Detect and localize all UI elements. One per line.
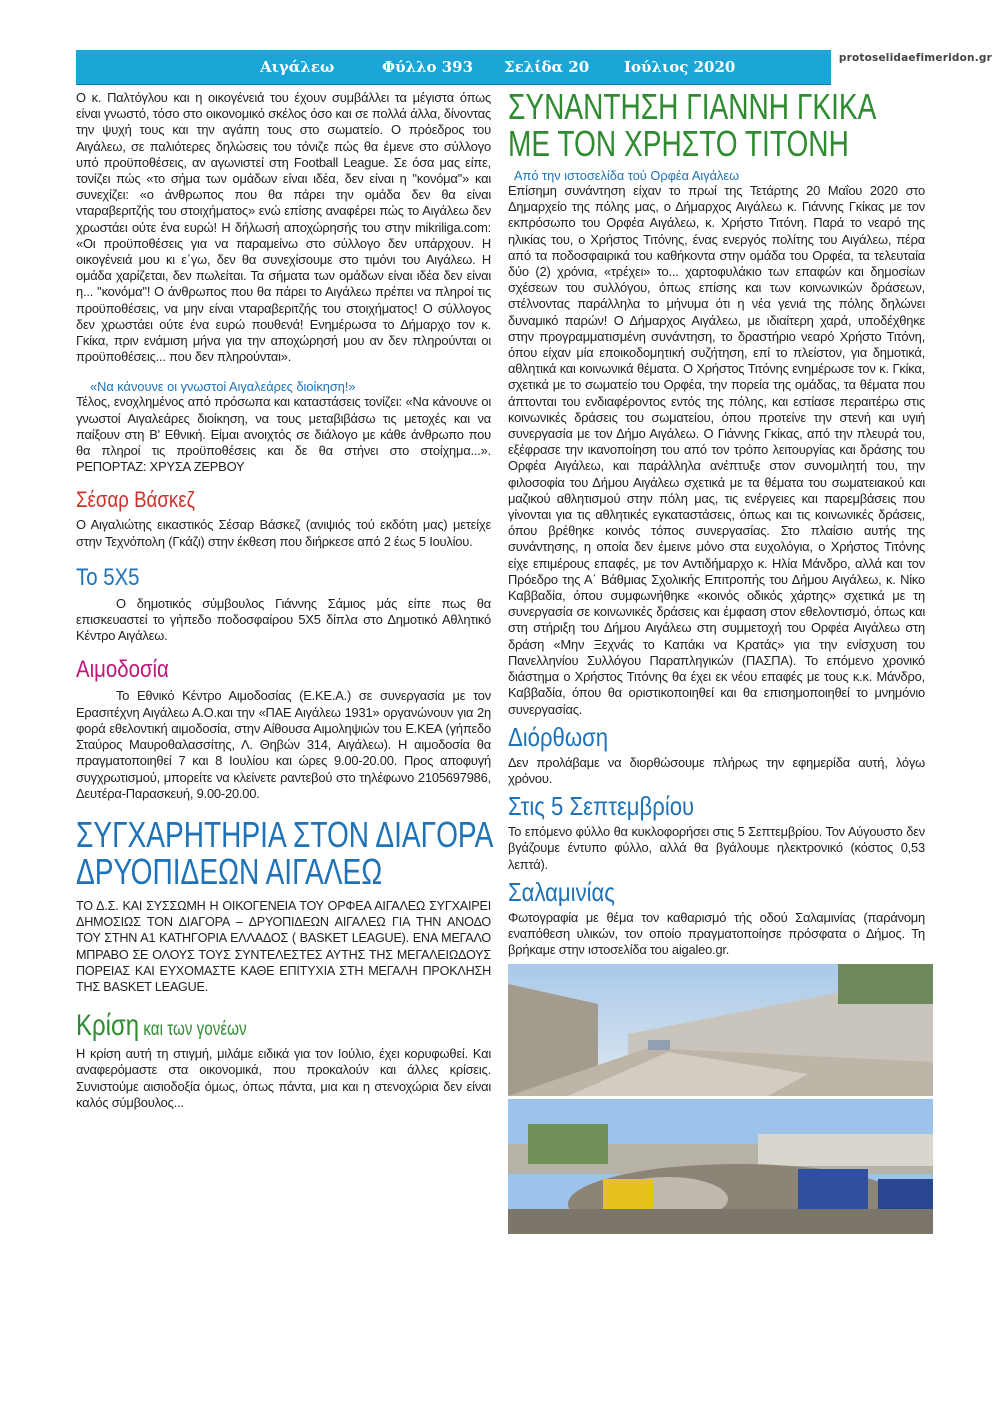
- heading-meeting-line1: ΣΥΝΑΝΤΗΣΗ ΓΙΑΝΝΗ ΓΚΙΚΑ: [508, 86, 877, 127]
- site-watermark: protoselidaefimeridon.gr: [838, 52, 992, 64]
- article-blood-donation: Το Εθνικό Κέντρο Αιμοδοσίας (Ε.ΚΕ.Α.) σε συνεργασία με τον Ερασιτέχνη Αιγάλεω Α.Ο.και την «ΠΑΕ Αιγάλεω 1931» οργανώνουν για 2η φορά εθελοντική αιμοδοσία, στην Αίθουσα Αιμοληψιών του Ε.ΚΕΑ (γήπεδο Σταύρος Μαυροθαλασσίτης, Λ. Θηβών 314, Αιγάλεω). Η αιμοδοσία θα πραγματοποιηθεί 7 και 8 Ιουλίου και ώρες 9.00-20.00. Προς αποφυγή συγχρωτισμού, μπορείτε να κλείνετε ραντεβού στο τηλέφωνο 2105697986, Δευτέρα-Παρασκευή, 9.00-20.00.: [76, 688, 491, 801]
- heading-congrats: [76, 813, 494, 892]
- heading-september: Στις 5 Σεπτεμβρίου: [508, 791, 695, 822]
- article-salaminias: Φωτογραφία με θέμα τον καθαρισμό τής οδού Σαλαμινίας (παράνομη εναπόθεση υλικών, τον οποίο πραγματοποίησε πρόσφατα ο Δήμος. Τη βρήκαμε στην ιστοσελίδα του aigaleo.gr.: [508, 909, 925, 958]
- heading-meeting-line2: ΜΕ ΤΟΝ ΧΡΗΣΤΟ ΤΙΤΟΝΗ: [508, 123, 849, 164]
- article-5x5: Ο δημοτικός σύμβουλος Γιάννης Σάμιος μάς είπε πως θα επισκευαστεί το γήπεδο ποδοσφαίρου 5Χ5 δίπλα στο Δημοτικό Αθλητικό Κέντρο Αιγάλεω.: [76, 595, 491, 644]
- left-column: [76, 90, 494, 1111]
- article-congrats: ΤΟ Δ.Σ. ΚΑΙ ΣΥΣΣΩΜΗ Η ΟΙΚΟΓΕΝΕΙΑ ΤΟΥ ΟΡΦΕΑ ΑΙΓΑΛΕΩ ΣΥΓΧΑΙΡΕΙ ΔΗΜΟΣΙΩΣ ΤΟΝ ΔΙΑΓΟΡΑ – ΔΡΥΟΠΙΔΕΩΝ ΑΙΓΑΛΕΩ ΓΙΑ ΤΗΝ ΑΝΟΔΟ ΤΟΥ ΣΤΗΝ Α1 ΚΑΤΗΓΟΡΙΑ ΕΛΛΑΔΟΣ ( BASKET LEAGUE). ΕΝΑ ΜΕΓΑΛΟ ΜΠΡΑΒΟ ΣΕ ΟΛΟΥΣ ΤΟΥΣ ΣΥΝΤΕΛΕΣΤΕΣ ΑΥΤΗΣ ΤΗΣ ΜΕΓΑΛΕΙΩΔΟΥΣ ΠΟΡΕΙΑΣ ΚΑΙ ΕΥΧΟΜΑΣΤΕ ΚΑΘΕ ΕΠΙΤΥΧΙΑ ΣΤΗ ΜΕΓΑΛΗ ΠΡΟΚΛΗΣΗ ΤΗΣ BASKET LEAGUE.: [76, 898, 491, 994]
- article-correction: Δεν προλάβαμε να διορθώσουμε πλήρως την εφημερίδα αυτή, λόγω χρόνου.: [508, 754, 925, 786]
- header-date: Ιούλιος 2020: [624, 58, 736, 76]
- heading-crisis: [76, 1009, 408, 1043]
- header-city: Αιγάλεω: [260, 58, 335, 76]
- article-paltoglou: Ο κ. Παλτόγλου και η οικογένειά του έχουν συμβάλλει τα μέγιστα όπως είναι γνωστό, τόσο στο οικονομικό σκέλος όσο και σε πολλά άλλα, δίνοντας την ψυχή τους και την αγάπη τους στο σωματείο. Ο πρόεδρος του Αιγάλεω, σε παλιότερες δηλώσεις του τόνιζε πώς θα έμενε στο σύλλογο υπό προϋποθέσεις, αν αγωνιστεί στη Football League. Σε όσα μας είπε, τονίζει πώς «το σήμα των ομάδων είναι ιδέα, δεν είναι η ''κονόμα''» και συνεχίζει: «ο άνθρωπος που θα πάρει την ομάδα δεν θα είναι νταραβεριτζής του στοιχήματος» ενώ επίσης αναφέρει πώς το Αιγάλεω δεν χρωστάει ούτε ένα ευρώ! Η δήλωσή αποχώρησής του στην mikriliga.com: «Οι προϋποθέσεις για να παραμείνω στο σύλλογο δεν υπάρχουν. Η οικογένειά μου κι ε΄γω, δεν θα συνεχίσουμε στο τιμόνι του Αιγάλεω. Η ομάδα χαρίζεται, δεν πωλείται. Τα σήματα των ομάδων είναι ιδέα δεν είναι η... ''κονόμα''! Ο άνθρωπος που θα πάρει το Αιγάλεω πρέπει να πληροί τις προϋποθέσεις, να μην είναι νταραβεριτζής του στοιχήματος! Ο σύλλογος δεν χρωστάει ούτε ένα ευρώ πουθενά! Ενημέρωσα το Δήμαρχο τον κ. Γκίκα, πριν ενάμιση μήνα για την αποχώρησή μου αν δεν πληρούνται οι προϋποθέσεις... που δεν πληρούνται».: [76, 90, 491, 365]
- article-cesar: Ο Αιγαλιώτης εικαστικός Σέσαρ Βάσκεζ (ανιψιός τού εκδότη μας) μετείχε στην Τεχνόπολη (Γκάζι) στην έκθεση που διήρκεσε από 2 έως 5 Ιουλίου.: [76, 517, 491, 549]
- article-crisis: Η κρίση αυτή τη στιγμή, μιλάμε ειδικά για τον Ιούλιο, έχει κορυφωθεί. Και αναφερόμαστε στα οικονομικά, που προκαλούν και άλλες κρίσεις. Συνιστούμε αισιοδοξία όμως, όπως πάντα, μια και η στενοχώρια δεν είναι καλός σύμβουλος...: [76, 1046, 491, 1110]
- header-page: Σελίδα 20: [504, 58, 590, 76]
- article-meeting: Επίσημη συνάντηση είχαν το πρωί της Τετάρτης 20 Μαΐου 2020 στο Δημαρχείο της πόλης μας, ο Δήμαρχος Αιγάλεω κ. Γιάννης Γκίκας με τον εκπρόσωπο του Ορφέα Αιγάλεω, κ. Χρήστο Τιτόνη. Παρά το νεαρό της ηλικίας του, ο Χρήστος Τιτόνης, ένας ενεργός πολίτης του Αιγάλεω, πέρα από τα ποδοσφαιρικά του καθήκοντα στην ομάδα του Ορφέα, τα τελευταία δύο (2) χρόνια, «τρέχει» το... χαρτοφυλάκιο των επαφών και δημοσίων σχέσεων του συλλόγου, όπως επίσης και των κοινωνικών δράσεων, στέλνοντας παράλληλα το μήνυμα ότι η νέα γενιά της πόλης δηλώνει δυναμικό παρών! Ο Δήμαρχος Αιγάλεω, με ιδιαίτερη χαρά, υποδέχθηκε στην προγραμματισμένη συνάντηση, το δραστήριο νεαρό Χρήστο Τιτόνη, όπου είχαν μία εποικοδομητική συζήτηση, επί το πλείστον, για δημοτικά, αθλητικά και κοινωνικά θέματα. Ο Χρήστος Τιτόνης ενημέρωσε τον κ. Γκίκα, σχετικά με το σωματείο του Ορφέα, την πορεία της ομάδας, τα θέματα που άπτονται του ενδιαφέροντος εντός της πόλης, και εστίασε περαιτέρω στις κοινωνικές δράσεις του σωματείου, όπου προτείνε την στενή και υγιή συνεργασία με τον Δήμο Αιγάλεω. Ο Γιάννης Γκίκας, από την πλευρά του, εξέφρασε την ικανοποίηση του από τον τρόπο λειτουργίας και δράσης του Ορφέα Αιγάλεω, και παράλληλα ανέπτυξε στον συνομιλητή του, την φιλοσοφία του Δήμου Αιγάλεω σχετικά με τα θέματα του σωματειακού και μαζικού αθλητισμού στην πόλη μας, τις ενέργειες και παρεμβάσεις που γίνονται για τις αθλητικές εγκαταστάσεις, όπως και τις κοινωνικές δράσεις, όπου βρέθηκε κοινός τόπος συνεργασίας. Στο πλαίσιο αυτής της συνάντησης, η οποία δεν έμεινε μόνο στα ευχολόγια, ο Χρήστος Τιτόνης είχε επιμέρους επαφές, με τον Αντιδήμαρχο κ. Ηλία Μάνδρο, αλλά και τον Πρόεδρο της Α΄ Βάθμιας Σχολικής Επιτροπής του Δήμου Αιγάλεω, κ. Νίκο Καββαδία, όπου συμφωνήθηκε «κοινός οδικός χάρτης» σχετικά με τη συνεργασία σε κοινωνικές δράσεις και έμφαση στον εθελοντισμό, όπως και στη στήριξη του Δήμου Αιγάλεω στη συμμετοχή του Ορφέα Αιγάλεω στη δράση «Μην Ξεχνάς το Καπάκι να Κρατάς» για την ενίσχυση του Πανελληνίου Συλλόγου Παραπληγικών (ΠΑΣΠΑ). Το επόμενο χρονικό διάστημα ο Χρήστος Τιτόνης θα έχει εκ νέου επαφές με τους κ.κ. Μάνδρο, Καββαδία, όπου θα οριστικοποιηθεί και θα επισημοποιηθεί το μνημόνιο συνεργασίας.: [508, 183, 925, 717]
- heading-5x5: Το 5Χ5: [76, 563, 140, 591]
- right-column: [508, 88, 925, 1234]
- article-paltoglou-end: Τέλος, ενοχλημένος από πρόσωπα και καταστάσεις τονίζει: «Να κάνουνε οι γνωστοί Αιγαλεάρες διοίκηση, να τους μεταβιβάσω τις μετοχές και να παίξουν στη Β' Εθνική. Είμαι ανοιχτός σε διάλογο με κάθε άνθρωπο που θα πληροί τις προϋποθέσεις και δε θα στήνει στο στοίχημα...». ΡΕΠΟΡΤΑΖ: ΧΡΥΣΑ ΖΕΡΒΟΥ: [76, 394, 491, 475]
- header-issue: Φύλλο 393: [382, 58, 474, 76]
- heading-blood-donation: Αιμοδοσία: [76, 656, 169, 684]
- article-september: Το επόμενο φύλλο θα κυκλοφορήσει στις 5 Σεπτεμβρίου. Τον Αύγουστο δεν βγάζουμε έντυπο φύλλο, αλλά θα βγάλουμε ηλεκτρονικό (κόστος 0,53 λεπτά).: [508, 824, 925, 872]
- salaminias-photo-illustration: [508, 964, 933, 1234]
- page-header-bar: [76, 50, 831, 85]
- heading-congrats-line2: ΔΡΥΟΠΙΔΕΩΝ ΑΙΓΑΛΕΩ: [76, 850, 383, 892]
- source-caption: Από την ιστοσελίδα τού Ορφέα Αιγάλεω: [514, 168, 740, 183]
- salaminias-street-photo: [508, 964, 933, 1234]
- heading-crisis-big: Κρίση: [76, 1009, 140, 1043]
- heading-crisis-small: και των γονέων: [139, 1019, 247, 1041]
- heading-cesar: Σέσαρ Βάσκεζ: [76, 487, 195, 513]
- heading-meeting: [508, 86, 877, 164]
- heading-correction: Διόρθωση: [508, 721, 609, 752]
- heading-salaminias: Σαλαμινίας: [508, 876, 615, 907]
- heading-congrats-line1: ΣΥΓΧΑΡΗΤΗΡΙΑ ΣΤΟΝ ΔΙΑΓΟΡΑ: [76, 813, 494, 855]
- quote-subtitle: «Να κάνουνε οι γνωστοί Αιγαλεάρες διοίκηση!»: [90, 379, 356, 395]
